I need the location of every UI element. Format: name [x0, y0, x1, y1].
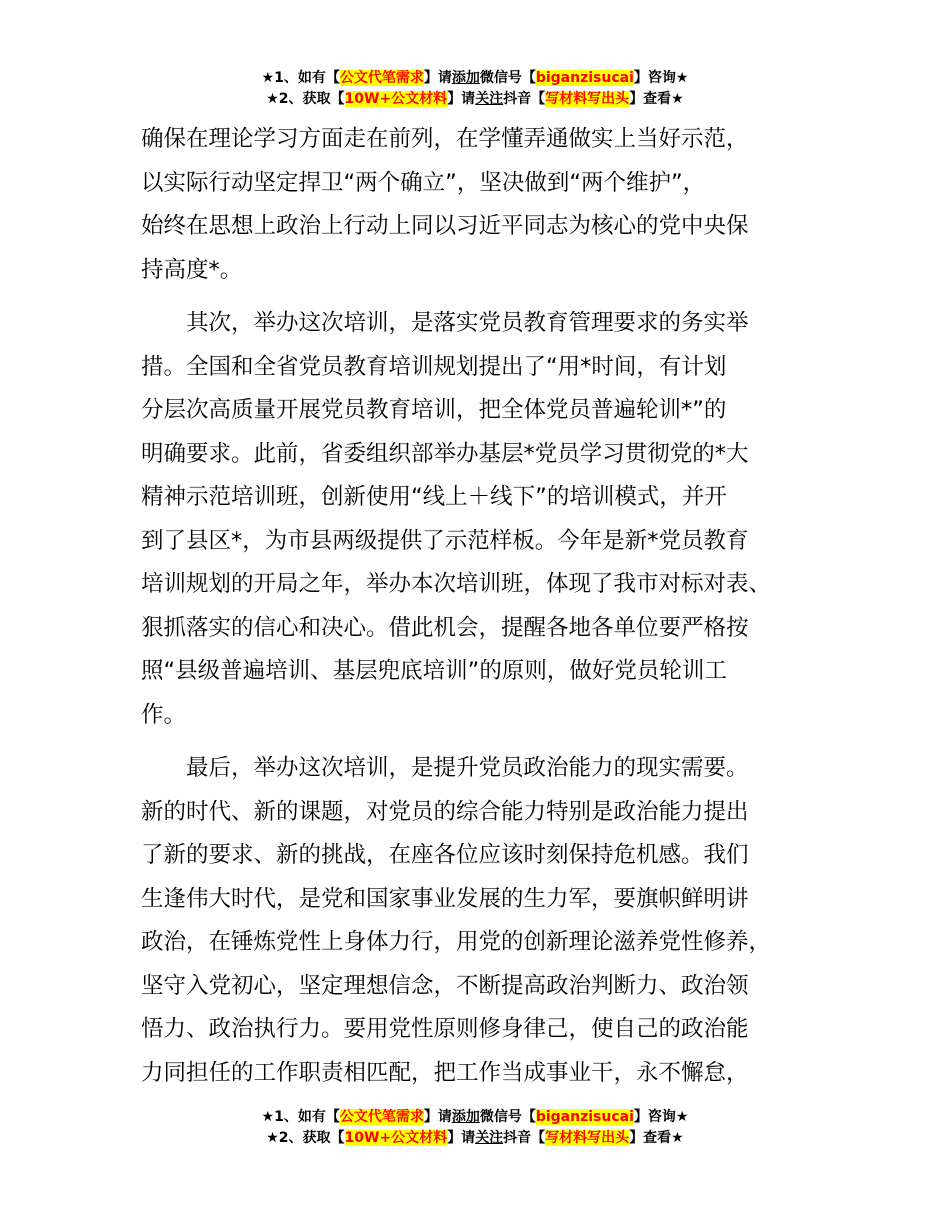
- banner-line-1: [0, 1107, 950, 1128]
- banner-emphasis: 关注: [475, 91, 504, 107]
- banner-text: 】请: [447, 1130, 476, 1146]
- paragraph-continued: 确保在理论学习方面走在前列，在学懂弄通做实上当好示范， 以实际行动坚定捍卫“两个确立”，坚决做到“两个维护”， 始终在思想上政治上行动上同以习近平同志为核心的党中央保 持高度*。: [141, 126, 749, 283]
- banner-text: ★2、获取【: [266, 91, 345, 107]
- banner-text: ★1、如有【: [261, 70, 340, 86]
- banner-text: 】查看★: [629, 1130, 684, 1146]
- banner-text: 微信号【: [479, 70, 536, 86]
- banner-text: ★1、如有【: [261, 1109, 340, 1125]
- banner-text: 】查看★: [629, 91, 684, 107]
- banner-text: 】请: [423, 1109, 452, 1125]
- banner-text: 】咨询★: [633, 70, 689, 86]
- banner-text: 抖音【: [503, 1130, 546, 1146]
- header-banner: [0, 68, 950, 110]
- banner-text: 】请: [423, 70, 452, 86]
- banner-emphasis: 添加: [451, 1109, 480, 1125]
- banner-line-2: [0, 89, 950, 110]
- banner-line-2: [0, 1128, 950, 1149]
- highlight-materials: 10W+公文材料: [344, 1130, 448, 1146]
- banner-text: ★2、获取【: [266, 1130, 345, 1146]
- highlight-service: 公文代笔需求: [339, 70, 424, 86]
- banner-text: 微信号【: [479, 1109, 536, 1125]
- highlight-douyin-account: 写材料写出头: [545, 1130, 630, 1146]
- banner-emphasis: 添加: [451, 70, 480, 86]
- banner-text: 】请: [447, 91, 476, 107]
- highlight-wechat-id: biganzisucai: [535, 1109, 634, 1125]
- banner-emphasis: 关注: [475, 1130, 504, 1146]
- banner-text: 抖音【: [503, 91, 546, 107]
- highlight-materials: 10W+公文材料: [344, 91, 448, 107]
- paragraph-second-point: 其次，举办这次培训，是落实党员教育管理要求的务实举 措。全国和全省党员教育培训规划提出了“用*时间，有计划 分层次高质量开展党员教育培训，把全体党员普遍轮训*”的 明确要求。此前，省委组织部举办基层*党员学习贯彻党的*大 精神示范培训班，创新使用“线上＋线下”的培训模式，并开 到了县区*，为市县两级提供了示范样板。今年是新*党员教育 培训规划的开局之年，举办本次培训班，体现了我市对标对表、 狠抓落实的信心和决心。借此机会，提醒各地各单位要严格按 照“县级普遍培训、基层兜底培训”的原则，做好党员轮训工 作。: [141, 310, 772, 728]
- paragraph-final-point: 最后，举办这次培训，是提升党员政治能力的现实需要。 新的时代、新的课题，对党员的综合能力特别是政治能力提出 了新的要求、新的挑战，在座各位应该时刻保持危机感。我们 生逢伟大时代，是党和国家事业发展的生力军，要旗帜鲜明讲 政治，在锤炼党性上身体力行，用党的创新理论滋养党性修养， 坚守入党初心，坚定理想信念，不断提高政治判断力、政治领 悟力、政治执行力。要用党性原则修身律己，使自己的政治能 力同担任的工作职责相匹配，把工作当成事业干，永不懈怠，: [141, 755, 772, 1086]
- highlight-douyin-account: 写材料写出头: [545, 91, 630, 107]
- footer-banner: [0, 1107, 950, 1149]
- document-body: [141, 118, 831, 1095]
- banner-line-1: [0, 68, 950, 89]
- highlight-wechat-id: biganzisucai: [535, 70, 634, 86]
- banner-text: 】咨询★: [633, 1109, 689, 1125]
- highlight-service: 公文代笔需求: [339, 1109, 424, 1125]
